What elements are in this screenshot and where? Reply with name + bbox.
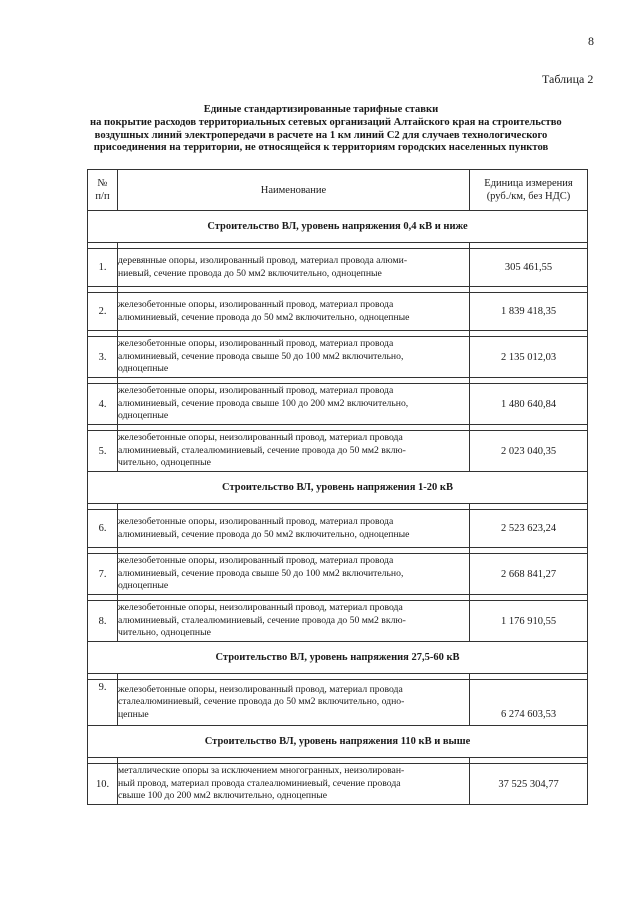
table-row [88, 680, 588, 726]
row-description [118, 554, 470, 595]
row-description [118, 510, 470, 548]
description-line: алюминиевый, сечение провода до 50 мм2 включительно, одноцепные [118, 528, 410, 540]
table-row [88, 554, 588, 595]
description-line: железобетонные опоры, изолированный провод, материал провода [118, 555, 394, 567]
row-value: 6 274 603,53 [470, 680, 588, 726]
row-description [118, 293, 470, 331]
table-row [88, 510, 588, 548]
section-title: Строительство ВЛ, уровень напряжения 27,5-60 кВ [88, 642, 588, 674]
description-line: деревянные опоры, изолированный провод, материал провода алюми- [118, 255, 408, 267]
document-title [90, 104, 562, 155]
row-value: 37 525 304,77 [470, 764, 588, 805]
row-number: 10. [88, 764, 118, 805]
description-line: металлические опоры за исключением многогранных, неизолирован- [118, 765, 405, 777]
description-line: алюминиевый, сечение провода свыше 50 до 100 мм2 включительно, [118, 567, 404, 579]
row-value: 1 839 418,35 [470, 293, 588, 331]
row-value: 305 461,55 [470, 249, 588, 287]
row-description [118, 680, 470, 726]
description-line: цепные [118, 708, 149, 720]
description-line: свыше 100 до 200 мм2 включительно, одноцепные [118, 790, 328, 802]
row-value: 1 176 910,55 [470, 601, 588, 642]
description-line: алюминиевый, сечение провода свыше 100 до 200 мм2 включительно, [118, 397, 409, 409]
row-description [118, 249, 470, 287]
description-line: сталеалюминиевый, сечение провода до 50 мм2 включительно, одно- [118, 696, 405, 708]
description-line: одноцепные [118, 363, 169, 375]
table-body [88, 211, 588, 805]
row-description [118, 431, 470, 472]
description-line: ный провод, материал провода сталеалюминиевый, сечение провода [118, 777, 401, 789]
description-line: ниевый, сечение провода до 50 мм2 включительно, одноцепные [118, 267, 382, 279]
table-row [88, 764, 588, 805]
title-line: Единые стандартизированные тарифные ставки [203, 104, 439, 115]
title-line: присоединения на территории, не относящейся к территориям городских населенных пунктов [93, 142, 549, 154]
row-number: 5. [88, 431, 118, 472]
column-header-number [88, 170, 118, 211]
description-line: железобетонные опоры, неизолированный провод, материал провода [118, 432, 403, 444]
row-number: 6. [88, 510, 118, 548]
column-header-number-line2: п/п [95, 191, 110, 202]
section-row [88, 211, 588, 243]
row-description [118, 384, 470, 425]
description-line: железобетонные опоры, изолированный провод, материал провода [118, 299, 394, 311]
table-row [88, 249, 588, 287]
description-line: чительно, одноцепные [118, 457, 211, 469]
description-line: железобетонные опоры, неизолированный провод, материал провода [118, 683, 403, 695]
row-number: 3. [88, 337, 118, 378]
description-line: алюминиевый, сталеалюминиевый, сечение провода до 50 мм2 вклю- [118, 444, 406, 456]
table-row [88, 601, 588, 642]
row-number: 4. [88, 384, 118, 425]
section-title: Строительство ВЛ, уровень напряжения 0,4 кВ и ниже [88, 211, 588, 243]
row-description [118, 601, 470, 642]
section-row [88, 642, 588, 674]
row-description [118, 337, 470, 378]
table-row [88, 431, 588, 472]
row-value: 2 135 012,03 [470, 337, 588, 378]
page-number: 8 [588, 34, 594, 48]
column-header-unit [470, 170, 588, 211]
description-line: железобетонные опоры, неизолированный провод, материал провода [118, 602, 403, 614]
row-number: 2. [88, 293, 118, 331]
description-line: железобетонные опоры, изолированный провод, материал провода [118, 385, 394, 397]
description-line: чительно, одноцепные [118, 627, 211, 639]
description-line: одноцепные [118, 410, 169, 422]
description-line: железобетонные опоры, изолированный провод, материал провода [118, 516, 394, 528]
section-row [88, 472, 588, 504]
row-value: 1 480 640,84 [470, 384, 588, 425]
column-header-unit-line1: Единица измерения [484, 178, 573, 189]
column-header-number-line1: № [97, 178, 108, 189]
row-description [118, 764, 470, 805]
description-line: алюминиевый, сечение провода свыше 50 до 100 мм2 включительно, [118, 350, 404, 362]
description-line: алюминиевый, сталеалюминиевый, сечение провода до 50 мм2 вклю- [118, 614, 406, 626]
description-line: одноцепные [118, 580, 169, 592]
table-row [88, 337, 588, 378]
table-row [88, 293, 588, 331]
description-line: железобетонные опоры, изолированный провод, материал провода [118, 338, 394, 350]
row-number: 7. [88, 554, 118, 595]
row-value: 2 023 040,35 [470, 431, 588, 472]
section-title: Строительство ВЛ, уровень напряжения 1-20 кВ [88, 472, 588, 504]
column-header-unit-line2: (руб./км, без НДС) [486, 191, 571, 202]
row-number: 1. [88, 249, 118, 287]
row-value: 2 523 623,24 [470, 510, 588, 548]
title-line: воздушных линий электропередачи в расчете на 1 км линий С2 для случаев технологического [94, 129, 548, 141]
row-value: 2 668 841,27 [470, 554, 588, 595]
column-header-name: Наименование [118, 170, 470, 211]
title-line: на покрытие расходов территориальных сетевых организаций Алтайского края на строительство [90, 116, 562, 128]
section-title: Строительство ВЛ, уровень напряжения 110 кВ и выше [88, 726, 588, 758]
tariff-table [87, 169, 588, 805]
table-label: Таблица 2 [542, 72, 594, 86]
row-number: 9. [88, 680, 118, 726]
section-row [88, 726, 588, 758]
description-line: алюминиевый, сечение провода до 50 мм2 включительно, одноцепные [118, 311, 410, 323]
table-row [88, 384, 588, 425]
row-number: 8. [88, 601, 118, 642]
